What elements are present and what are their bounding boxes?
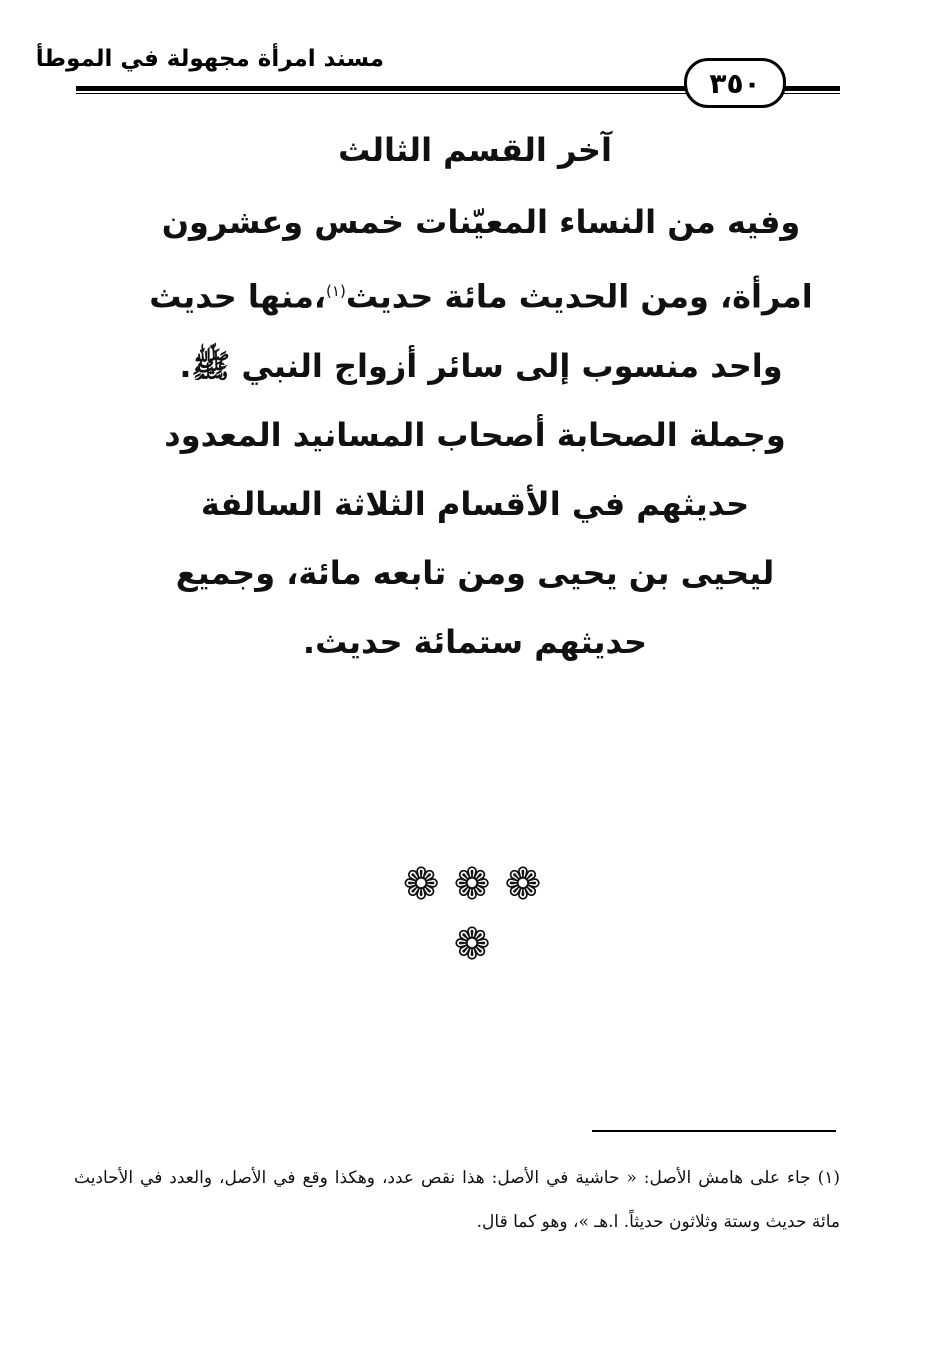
page-header [0, 0, 944, 110]
footnote-reference[interactable]: (١) [326, 282, 346, 300]
paragraph-1 [70, 188, 880, 401]
main-text [70, 118, 880, 677]
flower-ornament-icon: ❁ [453, 919, 491, 970]
page-number: ٣٥٠ [684, 58, 786, 108]
footnote: (١) جاء على هامش الأصل: « حاشية في الأصل: هذا نقص عدد، وهكذا وقع في الأصل، والعدد في الأحاديث مائة حديث وستة وثلاثون حديثاً. ا.هـ »، وهو كما قال. [74, 1168, 840, 1232]
footnote-rule [592, 1130, 836, 1132]
ornament-group [0, 855, 944, 975]
ornament-row-bottom [0, 915, 944, 975]
paragraph-1-end: ،منها حديث واحد منسوب إلى سائر أزواج النبي ﷺ. [149, 277, 783, 385]
paragraph-2: وجملة الصحابة أصحاب المسانيد المعدود حديثهم في الأقسام الثلاثة السالفة [164, 415, 786, 523]
flower-ornament-icon: ❁ [453, 859, 491, 910]
ornament-row-top [0, 855, 944, 915]
flower-ornament-icon: ❁ [402, 859, 440, 910]
paragraph-1-start: وفيه من النساء المعيّنات خمس وعشرون امرأة، ومن الحديث مائة حديث [161, 203, 813, 316]
flower-ornament-icon: ❁ [504, 859, 542, 910]
paragraph-3: ليحيى بن يحيى ومن تابعه مائة، وجميع حديثهم ستمائة حديث. [175, 553, 775, 661]
running-title: مسند امرأة مجهولة في الموطأ [35, 46, 384, 72]
section-heading: آخر القسم الثالث [338, 131, 612, 169]
